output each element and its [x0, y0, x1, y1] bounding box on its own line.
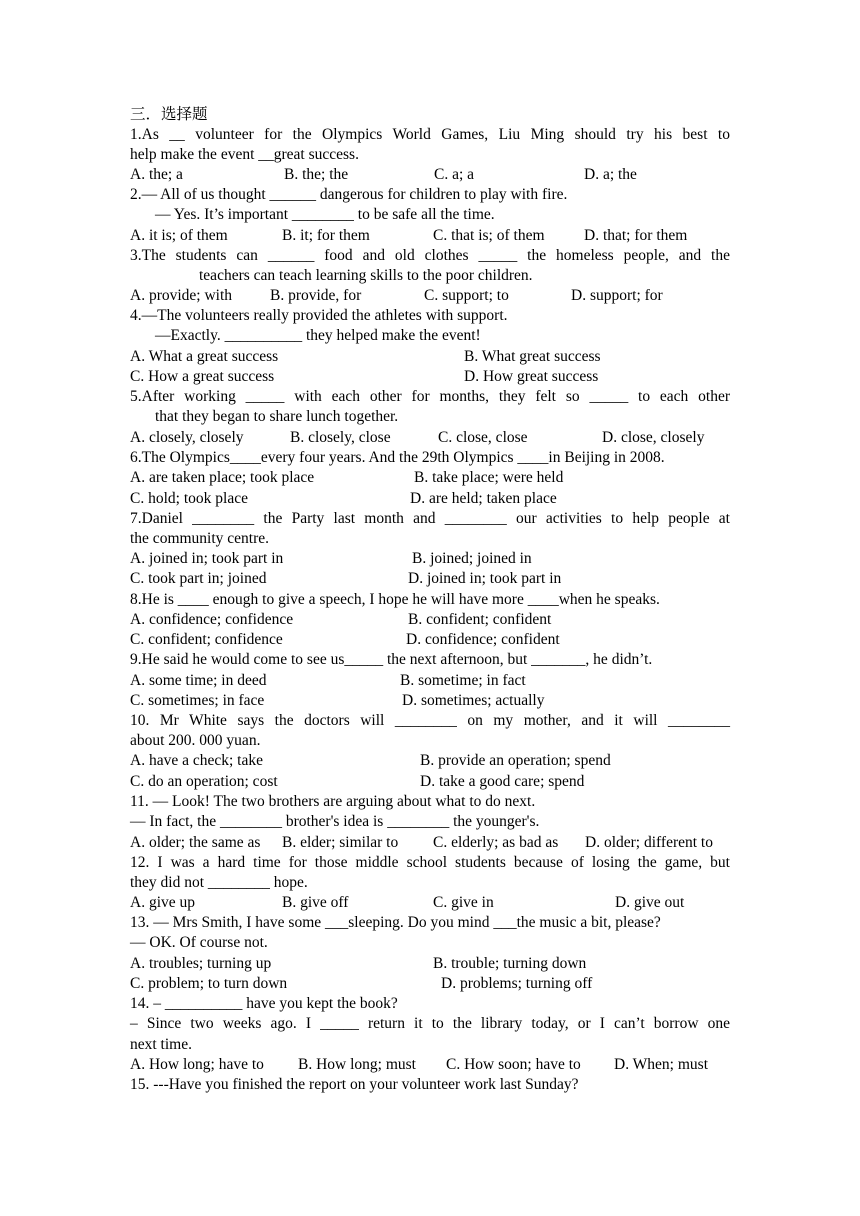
option-c: C. elderly; as bad as: [433, 834, 559, 851]
question-14-options: [130, 1055, 730, 1075]
option-a: A. have a check; take: [130, 752, 263, 769]
option-d: D. When; must: [614, 1056, 708, 1073]
question-1-line-2: help make the event __great success.: [130, 146, 359, 163]
question-12-options: [130, 893, 730, 913]
option-a: A. it is; of them: [130, 227, 228, 244]
question-4-options-ab: [130, 347, 730, 367]
question-9-options-ab: [130, 671, 730, 691]
question-2-line-2: — Yes. It’s important ________ to be safe all the time.: [155, 206, 495, 223]
option-c: C. do an operation; cost: [130, 773, 278, 790]
option-b: B. closely, close: [290, 429, 391, 446]
question-11-line-2: — In fact, the ________ brother's idea is ________ the younger's.: [130, 813, 540, 830]
question-1-line-1: 1.As __ volunteer for the Olympics World Games, Liu Ming should try his best to: [130, 126, 730, 143]
question-3-line-2: teachers can teach learning skills to the poor children.: [199, 267, 533, 284]
option-c: C. How a great success: [130, 368, 275, 385]
question-10-options-cd: [130, 772, 730, 792]
question-8-options-cd: [130, 630, 730, 650]
option-b: B. What great success: [464, 348, 601, 365]
option-a: A. older; the same as: [130, 834, 261, 851]
option-a: A. How long; have to: [130, 1056, 264, 1073]
question-4-line-2: —Exactly. __________ they helped make the event!: [155, 327, 481, 344]
option-b: B. confident; confident: [408, 611, 552, 628]
option-c: C. How soon; have to: [446, 1056, 581, 1073]
option-d: D. that; for them: [584, 227, 688, 244]
option-d: D. give out: [615, 894, 685, 911]
option-a: A. some time; in deed: [130, 672, 267, 689]
question-12-line-2: they did not ________ hope.: [130, 874, 308, 891]
option-b: B. How long; must: [298, 1056, 416, 1073]
question-14-line-2: – Since two weeks ago. I _____ return it to the library today, or I can’t borrow one: [130, 1015, 730, 1032]
option-a: A. troubles; turning up: [130, 955, 272, 972]
option-c: C. confident; confidence: [130, 631, 283, 648]
question-6-line-1: 6.The Olympics____every four years. And the 29th Olympics ____in Beijing in 2008.: [130, 449, 665, 466]
question-10-line-1: 10. Mr White says the doctors will ________ on my mother, and it will ________: [130, 712, 730, 729]
option-d: D. close, closely: [602, 429, 705, 446]
option-a: A. confidence; confidence: [130, 611, 294, 628]
question-13-options-cd: [130, 974, 730, 994]
option-c: C. support; to: [424, 287, 509, 304]
question-9-options-cd: [130, 691, 730, 711]
question-6-options-ab: [130, 468, 730, 488]
question-14-line-1: 14. – __________ have you kept the book?: [130, 995, 398, 1012]
option-c: C. give in: [433, 894, 494, 911]
question-2-line-1: 2.— All of us thought ______ dangerous for children to play with fire.: [130, 186, 568, 203]
option-c: C. close, close: [438, 429, 528, 446]
option-d: D. confidence; confident: [406, 631, 560, 648]
question-12-line-1: 12. I was a hard time for those middle school students because of losing the game, but: [130, 854, 730, 871]
option-a: A. provide; with: [130, 287, 233, 304]
question-11-options: [130, 833, 730, 853]
option-b: B. trouble; turning down: [433, 955, 587, 972]
question-2-options: [130, 226, 730, 246]
question-3-options: [130, 286, 730, 306]
option-b: B. give off: [282, 894, 349, 911]
question-7-line-2: the community centre.: [130, 530, 270, 547]
question-5-options: [130, 428, 730, 448]
option-b: B. take place; were held: [414, 469, 564, 486]
option-d: D. sometimes; actually: [402, 692, 545, 709]
option-d: D. take a good care; spend: [420, 773, 585, 790]
question-7-line-1: 7.Daniel ________ the Party last month and ________ our activities to help people at: [130, 510, 730, 527]
option-b: B. it; for them: [282, 227, 370, 244]
option-b: B. sometime; in fact: [400, 672, 526, 689]
question-9-line-1: 9.He said he would come to see us_____ the next afternoon, but _______, he didn’t.: [130, 651, 653, 668]
question-7-options-cd: [130, 569, 730, 589]
option-b: B. the; the: [284, 166, 349, 183]
option-a: A. the; a: [130, 166, 183, 183]
question-5-line-2: that they began to share lunch together.: [155, 408, 399, 425]
option-a: A. What a great success: [130, 348, 279, 365]
question-13-line-1: 13. — Mrs Smith, I have some ___sleeping. Do you mind ___the music a bit, please?: [130, 914, 661, 931]
option-c: C. hold; took place: [130, 490, 248, 507]
question-4-line-1: 4.—The volunteers really provided the athletes with support.: [130, 307, 508, 324]
option-a: A. joined in; took part in: [130, 550, 284, 567]
option-a: A. are taken place; took place: [130, 469, 315, 486]
option-d: D. a; the: [584, 166, 637, 183]
question-10-options-ab: [130, 751, 730, 771]
question-15-line-1: 15. ---Have you finished the report on your volunteer work last Sunday?: [130, 1076, 579, 1093]
option-c: C. a; a: [434, 166, 475, 183]
option-c: C. sometimes; in face: [130, 692, 265, 709]
question-6-options-cd: [130, 489, 730, 509]
section-title: 三．选择题: [130, 106, 208, 123]
question-7-options-ab: [130, 549, 730, 569]
question-5-line-1: 5.After working _____ with each other for months, they felt so _____ to each other: [130, 388, 730, 405]
question-14-line-3: next time.: [130, 1036, 192, 1053]
question-10-line-2: about 200. 000 yuan.: [130, 732, 261, 749]
option-c: C. that is; of them: [433, 227, 545, 244]
option-c: C. problem; to turn down: [130, 975, 288, 992]
option-d: D. older; different to: [585, 834, 713, 851]
option-a: A. closely, closely: [130, 429, 244, 446]
option-d: D. problems; turning off: [441, 975, 593, 992]
option-a: A. give up: [130, 894, 196, 911]
option-b: B. provide, for: [270, 287, 362, 304]
question-11-line-1: 11. — Look! The two brothers are arguing about what to do next.: [130, 793, 536, 810]
question-4-options-cd: [130, 367, 730, 387]
option-d: D. are held; taken place: [410, 490, 557, 507]
option-d: D. support; for: [571, 287, 663, 304]
option-c: C. took part in; joined: [130, 570, 267, 587]
question-1-options: [130, 165, 730, 185]
question-3-line-1: 3.The students can ______ food and old clothes _____ the homeless people, and the: [130, 247, 730, 264]
option-b: B. provide an operation; spend: [420, 752, 611, 769]
question-13-line-2: — OK. Of course not.: [130, 934, 268, 951]
option-b: B. joined; joined in: [412, 550, 532, 567]
question-13-options-ab: [130, 954, 730, 974]
option-d: D. How great success: [464, 368, 599, 385]
option-b: B. elder; similar to: [282, 834, 399, 851]
option-d: D. joined in; took part in: [408, 570, 562, 587]
question-8-line-1: 8.He is ____ enough to give a speech, I hope he will have more ____when he speaks.: [130, 591, 660, 608]
question-8-options-ab: [130, 610, 730, 630]
